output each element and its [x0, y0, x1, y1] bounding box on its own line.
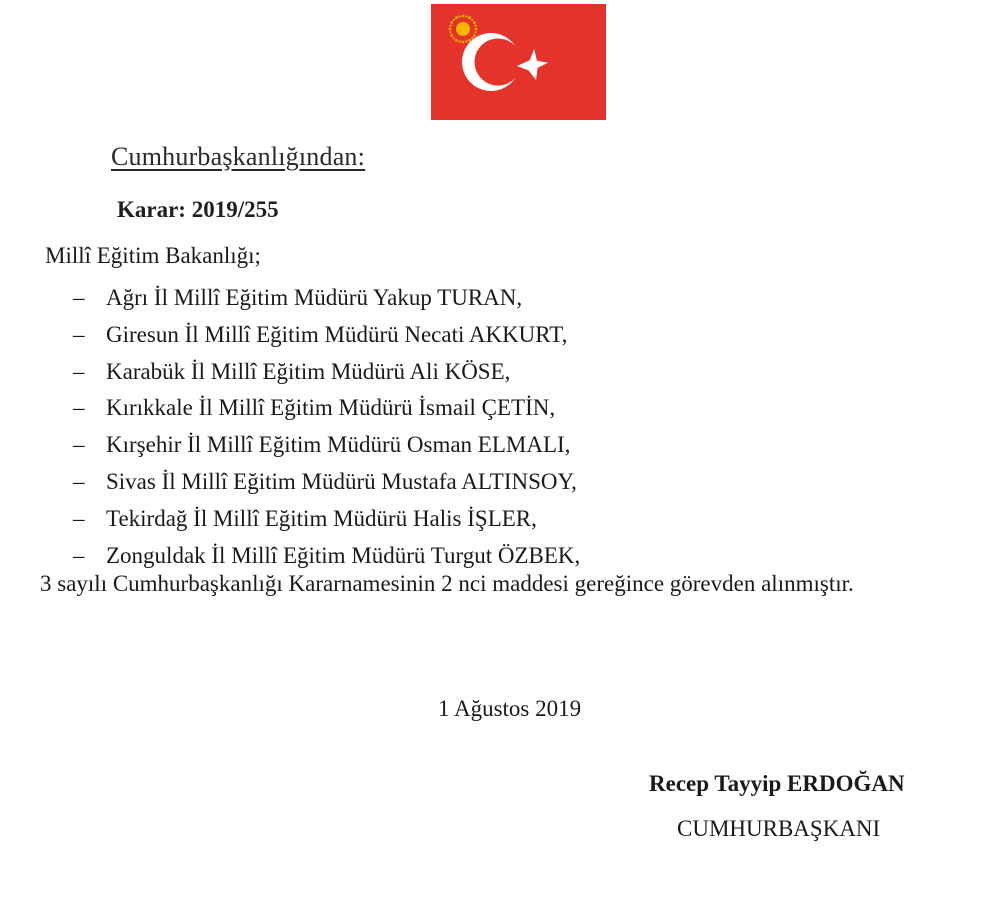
presidential-flag: [431, 4, 606, 120]
list-item: [73, 464, 580, 501]
dismissal-list: [73, 280, 580, 574]
dash-bullet: –: [73, 505, 85, 531]
list-item-text: Tekirdağ İl Millî Eğitim Müdürü Halis İŞLER,: [106, 505, 537, 531]
list-item-text: Karabük İl Millî Eğitim Müdürü Ali KÖSE,: [106, 358, 511, 384]
document-heading: Cumhurbaşkanlığından:: [111, 142, 366, 171]
closing-statement: 3 sayılı Cumhurbaşkanlığı Kararnamesinin 2 nci maddesi gereğince görevden alınmıştır.: [40, 571, 854, 596]
list-item: [73, 501, 580, 538]
list-item: [73, 280, 580, 317]
dash-bullet: –: [73, 321, 85, 347]
list-item: [73, 390, 580, 427]
signer-title: CUMHURBAŞKANI: [677, 816, 881, 841]
dash-bullet: –: [73, 395, 85, 421]
dash-bullet: –: [73, 285, 85, 310]
document-date: 1 Ağustos 2019: [438, 696, 582, 721]
decision-number: Karar: 2019/255: [117, 197, 279, 222]
dash-bullet: –: [73, 432, 85, 458]
crescent-star-icon: [431, 4, 606, 120]
list-item-text: Ağrı İl Millî Eğitim Müdürü Yakup TURAN,: [106, 285, 523, 310]
list-item: [73, 354, 580, 391]
list-item-text: Giresun İl Millî Eğitim Müdürü Necati AKKURT,: [106, 321, 568, 347]
signer-name: Recep Tayyip ERDOĞAN: [649, 771, 905, 796]
list-item-text: Sivas İl Millî Eğitim Müdürü Mustafa ALTINSOY,: [106, 468, 577, 494]
list-item: [73, 538, 580, 575]
list-item: [73, 317, 580, 354]
dash-bullet: –: [73, 468, 85, 494]
dash-bullet: –: [73, 542, 85, 568]
dash-bullet: –: [73, 358, 85, 384]
ministry-name: Millî Eğitim Bakanlığı;: [45, 243, 261, 268]
list-item-text: Kırıkkale İl Millî Eğitim Müdürü İsmail ÇETİN,: [106, 395, 556, 421]
list-item-text: Zonguldak İl Millî Eğitim Müdürü Turgut ÖZBEK,: [106, 542, 581, 568]
list-item: [73, 427, 580, 464]
list-item-text: Kırşehir İl Millî Eğitim Müdürü Osman ELMALI,: [106, 432, 571, 458]
